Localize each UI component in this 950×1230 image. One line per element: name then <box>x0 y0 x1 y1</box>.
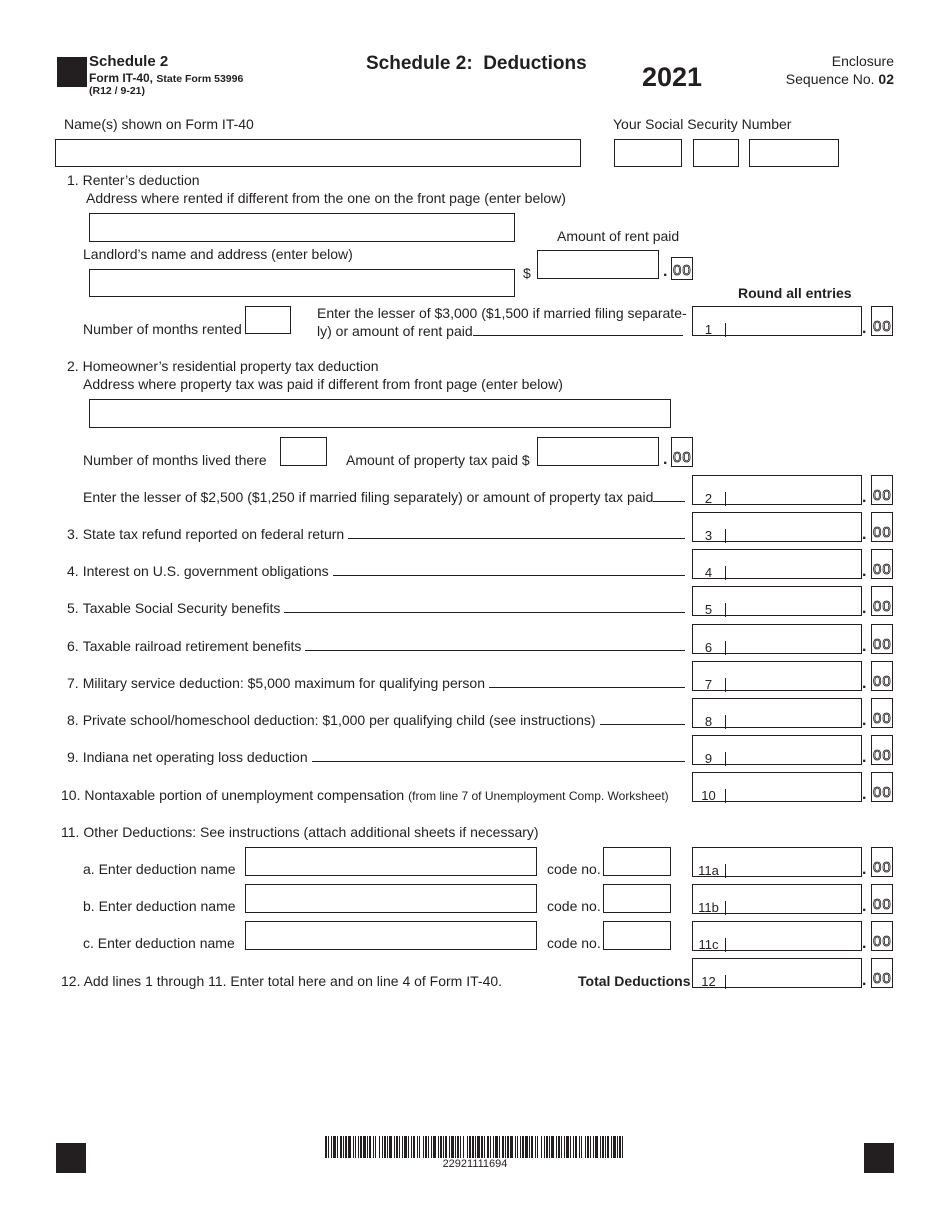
line8-number: 8. <box>67 712 79 728</box>
line7-number: 7. <box>67 675 79 691</box>
barcode-bar <box>460 1136 461 1158</box>
line7-box-number: 7 <box>692 678 726 692</box>
leader-line <box>489 676 685 688</box>
form-label <box>89 71 243 85</box>
barcode-bar <box>438 1136 439 1158</box>
cents-placeholder: 00 <box>873 598 892 615</box>
registration-mark-top-left <box>57 57 87 87</box>
sequence-text: Sequence No. <box>785 71 875 87</box>
barcode-bar <box>369 1136 371 1158</box>
barcode-bar <box>517 1136 518 1158</box>
state-form-number: State Form 53996 <box>156 73 244 85</box>
line11-label <box>61 824 539 840</box>
barcode-bar <box>411 1136 412 1158</box>
line3-label <box>67 526 685 542</box>
name-label: Name(s) shown on Form IT-40 <box>64 116 254 132</box>
cents-placeholder: 00 <box>873 896 892 913</box>
barcode-bar <box>499 1136 500 1158</box>
line1-lesser-text-2 <box>317 323 683 339</box>
leader-line <box>600 713 685 725</box>
line4-label <box>67 563 685 579</box>
barcode-bar <box>587 1136 589 1158</box>
barcode-bar <box>505 1136 506 1158</box>
barcode-bar <box>561 1136 562 1158</box>
line9-label <box>67 749 685 765</box>
line4-box-number: 4 <box>692 566 726 580</box>
code-no-label: code no. <box>547 861 601 877</box>
barcode-bar <box>531 1136 533 1158</box>
line3-number: 3. <box>67 526 79 542</box>
barcode-bar <box>549 1136 550 1158</box>
cents-placeholder: 00 <box>873 933 892 950</box>
barcode-bar <box>457 1136 459 1158</box>
line5-number: 5. <box>67 600 79 616</box>
rent-paid-input[interactable] <box>537 250 659 279</box>
barcode-bar <box>590 1136 591 1158</box>
property-tax-paid-label <box>346 452 530 468</box>
barcode-bar <box>581 1136 582 1158</box>
barcode-bar <box>337 1136 338 1158</box>
property-tax-currency: $ <box>521 452 530 468</box>
line10-note: (from line 7 of Unemployment Comp. Worksheet) <box>408 789 669 803</box>
rent-currency: $ <box>523 265 531 281</box>
rental-address-input[interactable] <box>89 213 515 242</box>
line10-decimal-point: . <box>862 786 867 803</box>
line1-number: 1. <box>67 172 79 188</box>
line3-text: State tax refund reported on federal return <box>82 526 345 542</box>
line1-cents-box <box>871 306 893 336</box>
line11a-box-number: 11a <box>692 864 726 878</box>
rent-paid-label: Amount of rent paid <box>557 228 680 244</box>
barcode-bar <box>419 1136 420 1158</box>
line2-title: Homeowner’s residential property tax deduction <box>82 358 379 374</box>
barcode-bar <box>443 1136 444 1158</box>
barcode-bar <box>449 1136 450 1158</box>
line2-cents-box <box>871 475 893 505</box>
line11-number: 11. <box>61 824 80 840</box>
leader-line <box>305 639 685 651</box>
line11c-decimal-point: . <box>862 935 867 952</box>
line3-cents-box <box>871 512 893 542</box>
property-tax-decimal-point: . <box>663 451 668 468</box>
round-entries-note: Round all entries <box>738 285 852 301</box>
barcode-bar <box>529 1136 530 1158</box>
name-input[interactable] <box>55 139 581 167</box>
barcode-bar <box>408 1136 409 1158</box>
landlord-label: Landlord’s name and address (enter below) <box>83 246 353 262</box>
property-tax-paid-text: Amount of property tax paid <box>346 452 518 468</box>
line11b-decimal-point: . <box>862 898 867 915</box>
line2-label <box>67 358 379 374</box>
barcode-bar <box>399 1136 400 1158</box>
barcode-bar <box>333 1136 336 1158</box>
leader-line <box>284 601 685 613</box>
barcode-number: 22921111694 <box>442 1158 508 1170</box>
line10-label <box>61 787 669 803</box>
barcode-bar <box>493 1136 494 1158</box>
barcode-bar <box>551 1136 554 1158</box>
barcode-bar <box>375 1136 376 1158</box>
barcode-bar <box>343 1136 344 1158</box>
total-deductions-label: Total Deductions <box>578 973 691 989</box>
barcode-bar <box>600 1136 601 1158</box>
barcode-bar <box>472 1136 474 1158</box>
line4-text: Interest on U.S. government obligations <box>82 563 329 579</box>
tax-year: 2021 <box>642 62 703 92</box>
barcode-bar <box>613 1136 616 1158</box>
line1-address-label: Address where rented if different from the one on the front page (enter below) <box>86 190 566 206</box>
barcode-bar <box>404 1136 407 1158</box>
barcode-bar <box>520 1136 521 1158</box>
code-no-label: code no. <box>547 898 601 914</box>
property-tax-cents-box <box>671 437 693 467</box>
barcode-bar <box>379 1136 380 1158</box>
rent-decimal-point: . <box>663 263 668 280</box>
cents-placeholder: 00 <box>873 710 892 727</box>
barcode-bar <box>535 1136 536 1158</box>
line5-decimal-point: . <box>862 600 867 617</box>
months-rented-label: Number of months rented <box>83 321 242 337</box>
cents-placeholder: 00 <box>873 970 892 987</box>
barcode-bar <box>611 1136 612 1158</box>
line8-text: Private school/homeschool deduction: $1,000 per qualifying child (see instructions) <box>82 712 596 728</box>
barcode-bar <box>345 1136 347 1158</box>
page-title: Schedule 2: Deductions <box>366 53 587 74</box>
cents-placeholder: 00 <box>873 561 892 578</box>
barcode-bar <box>619 1136 621 1158</box>
line11a-cents-box <box>871 847 893 877</box>
line11a-decimal-point: . <box>862 861 867 878</box>
line4-number: 4. <box>67 563 79 579</box>
sequence-number: 02 <box>878 71 894 87</box>
barcode-bar <box>348 1136 351 1158</box>
barcode-bar <box>402 1136 403 1158</box>
line8-cents-box <box>871 698 893 728</box>
barcode-bar <box>431 1136 432 1158</box>
deduction-name-label: a. Enter deduction name <box>83 861 236 877</box>
line8-decimal-point: . <box>862 712 867 729</box>
barcode-bar <box>475 1136 476 1158</box>
line2-address-label: Address where property tax was paid if different from front page (enter below) <box>83 376 563 392</box>
barcode-bar <box>541 1136 542 1158</box>
line4-decimal-point: . <box>862 563 867 580</box>
barcode-bar <box>423 1136 424 1158</box>
line12-box-number: 12 <box>692 975 726 989</box>
barcode-bar <box>440 1136 442 1158</box>
registration-mark-bottom-right <box>864 1143 894 1173</box>
line3-box-number: 3 <box>692 529 726 543</box>
barcode-bar <box>537 1136 538 1158</box>
barcode-bar <box>363 1136 366 1158</box>
barcode-bar <box>607 1136 609 1158</box>
line1-title: Renter’s deduction <box>82 172 200 188</box>
barcode-bar <box>490 1136 491 1158</box>
barcode-bar <box>445 1136 447 1158</box>
code-no-input-11b[interactable] <box>603 884 671 913</box>
line10-number: 10. <box>61 787 81 803</box>
barcode-bar <box>389 1136 392 1158</box>
line12-decimal-point: . <box>862 972 867 989</box>
leader-line <box>312 750 685 762</box>
line1-decimal-point: . <box>862 320 867 337</box>
line9-text: Indiana net operating loss deduction <box>82 749 308 765</box>
barcode-bar <box>481 1136 483 1158</box>
line11-title: Other Deductions: See instructions (attach additional sheets if necessary) <box>83 824 539 840</box>
barcode-bar <box>413 1136 415 1158</box>
barcode-bar <box>340 1136 342 1158</box>
barcode-bar <box>622 1136 623 1158</box>
sequence-label <box>786 71 894 87</box>
barcode-bar <box>510 1136 513 1158</box>
form-number: Form IT-40, <box>89 71 154 85</box>
line9-box-number: 9 <box>692 752 726 766</box>
barcode-bar <box>425 1136 427 1158</box>
barcode-bar <box>575 1136 577 1158</box>
line8-label <box>67 712 685 728</box>
deduction-name-label: b. Enter deduction name <box>83 898 236 914</box>
code-no-input-11a[interactable] <box>603 847 671 876</box>
barcode-bar <box>605 1136 606 1158</box>
line2-decimal-point: . <box>862 489 867 506</box>
barcode-bar <box>325 1136 327 1158</box>
line5-box-number: 5 <box>692 603 726 617</box>
barcode-bar <box>463 1136 464 1158</box>
line10-text: Nontaxable portion of unemployment compensation <box>84 787 405 803</box>
barcode-bar <box>573 1136 574 1158</box>
line5-label <box>67 600 685 616</box>
barcode-bar <box>602 1136 604 1158</box>
line2-lesser-text <box>83 489 685 505</box>
property-address-input[interactable] <box>89 399 671 428</box>
barcode-bar <box>556 1136 557 1158</box>
line5-text: Taxable Social Security benefits <box>82 600 281 616</box>
barcode-bar <box>502 1136 504 1158</box>
barcode-bar <box>387 1136 388 1158</box>
enclosure-label: Enclosure <box>831 53 894 69</box>
property-tax-paid-input[interactable] <box>537 437 659 466</box>
barcode-bar <box>579 1136 580 1158</box>
ssn-input-part2[interactable] <box>693 139 739 167</box>
code-no-label: code no. <box>547 935 601 951</box>
deduction-name-input-11a[interactable] <box>245 847 537 876</box>
leader-line <box>333 564 685 576</box>
line12-text: Add lines 1 through 11. Enter total here and on line 4 of Form IT-40. <box>83 973 503 989</box>
ssn-label: Your Social Security Number <box>613 116 792 132</box>
leader-line <box>473 324 683 336</box>
barcode-bar <box>469 1136 471 1158</box>
cents-placeholder: 00 <box>873 636 892 653</box>
line7-text: Military service deduction: $5,000 maximum for qualifying person <box>82 675 485 691</box>
line10-cents-box <box>871 772 893 802</box>
line9-decimal-point: . <box>862 749 867 766</box>
line11c-cents-box <box>871 921 893 951</box>
barcode-bar <box>487 1136 489 1158</box>
barcode-bar <box>525 1136 528 1158</box>
line2-number: 2. <box>67 358 79 374</box>
line9-number: 9. <box>67 749 79 765</box>
barcode-bar <box>433 1136 436 1158</box>
deduction-name-label: c. Enter deduction name <box>83 935 235 951</box>
cents-placeholder: 00 <box>873 318 892 335</box>
line11b-box-number: 11b <box>692 901 726 915</box>
barcode-bar <box>544 1136 545 1158</box>
barcode-bar <box>428 1136 429 1158</box>
months-lived-label: Number of months lived there <box>83 452 267 468</box>
cents-placeholder: 00 <box>873 859 892 876</box>
barcode-bar <box>593 1136 594 1158</box>
cents-placeholder: 00 <box>873 487 892 504</box>
barcode-bar <box>566 1136 569 1158</box>
barcode <box>325 1136 625 1158</box>
rent-cents-box <box>671 257 693 280</box>
code-no-input-11c[interactable] <box>603 921 671 950</box>
barcode-bar <box>353 1136 354 1158</box>
line2-lesser-text-content: Enter the lesser of $2,500 ($1,250 if married filing separately) or amount of property tax paid <box>83 489 654 505</box>
barcode-bar <box>522 1136 524 1158</box>
barcode-bar <box>546 1136 548 1158</box>
line10-box-number: 10 <box>692 789 726 803</box>
line1-lesser-text-2-content: ly) or amount of rent paid <box>317 323 473 339</box>
line8-box-number: 8 <box>692 715 726 729</box>
barcode-bar <box>358 1136 359 1158</box>
line1-box-number: 1 <box>692 323 726 337</box>
barcode-bar <box>451 1136 454 1158</box>
barcode-bar <box>467 1136 468 1158</box>
deduction-name-input-11b[interactable] <box>245 884 537 913</box>
line7-label <box>67 675 685 691</box>
form-revision: (R12 / 9-21) <box>89 85 146 97</box>
schedule-label: Schedule 2 <box>89 53 169 70</box>
cents-placeholder: 00 <box>873 524 892 541</box>
barcode-bar <box>396 1136 398 1158</box>
line4-cents-box <box>871 549 893 579</box>
line7-decimal-point: . <box>862 675 867 692</box>
barcode-bar <box>417 1136 418 1158</box>
line7-cents-box <box>871 661 893 691</box>
barcode-bar <box>355 1136 356 1158</box>
cents-placeholder: 00 <box>673 262 692 279</box>
barcode-bar <box>384 1136 386 1158</box>
barcode-bar <box>585 1136 586 1158</box>
barcode-bar <box>328 1136 329 1158</box>
line2-box-number: 2 <box>692 492 726 506</box>
deduction-name-input-11c[interactable] <box>245 921 537 950</box>
barcode-bar <box>507 1136 509 1158</box>
line11c-box-number: 11c <box>692 938 726 952</box>
line6-label <box>67 638 685 654</box>
cents-placeholder: 00 <box>873 784 892 801</box>
barcode-bar <box>570 1136 571 1158</box>
leader-line <box>348 527 685 539</box>
cents-placeholder: 00 <box>673 449 692 466</box>
barcode-bar <box>515 1136 516 1158</box>
barcode-bar <box>484 1136 485 1158</box>
barcode-bar <box>595 1136 598 1158</box>
barcode-bar <box>360 1136 362 1158</box>
ssn-input-part3[interactable] <box>749 139 839 167</box>
leader-line <box>653 490 685 502</box>
line6-text: Taxable railroad retirement benefits <box>82 638 302 654</box>
barcode-bar <box>382 1136 383 1158</box>
ssn-input-part1[interactable] <box>614 139 682 167</box>
line9-cents-box <box>871 735 893 765</box>
line6-number: 6. <box>67 638 79 654</box>
line6-decimal-point: . <box>862 638 867 655</box>
barcode-bar <box>455 1136 456 1158</box>
line12-cents-box <box>871 958 893 988</box>
barcode-bar <box>331 1136 332 1158</box>
line1-lesser-text-1: Enter the lesser of $3,000 ($1,500 if married filing separate- <box>317 305 687 321</box>
barcode-bar <box>617 1136 618 1158</box>
barcode-bar <box>564 1136 565 1158</box>
line6-cents-box <box>871 624 893 654</box>
barcode-bar <box>373 1136 374 1158</box>
cents-placeholder: 00 <box>873 673 892 690</box>
line12-number: 12. <box>61 973 81 989</box>
barcode-bar <box>394 1136 395 1158</box>
line3-decimal-point: . <box>862 526 867 543</box>
barcode-bar <box>558 1136 560 1158</box>
line1-label <box>67 172 200 188</box>
landlord-address-input[interactable] <box>89 269 515 297</box>
barcode-bar <box>367 1136 368 1158</box>
line12-label <box>61 973 502 989</box>
line5-cents-box <box>871 586 893 616</box>
months-lived-input[interactable] <box>280 437 327 466</box>
line6-box-number: 6 <box>692 641 726 655</box>
line11b-cents-box <box>871 884 893 914</box>
months-rented-input[interactable] <box>245 306 291 334</box>
registration-mark-bottom-left <box>56 1143 86 1173</box>
barcode-bar <box>477 1136 480 1158</box>
cents-placeholder: 00 <box>873 747 892 764</box>
barcode-bar <box>495 1136 498 1158</box>
